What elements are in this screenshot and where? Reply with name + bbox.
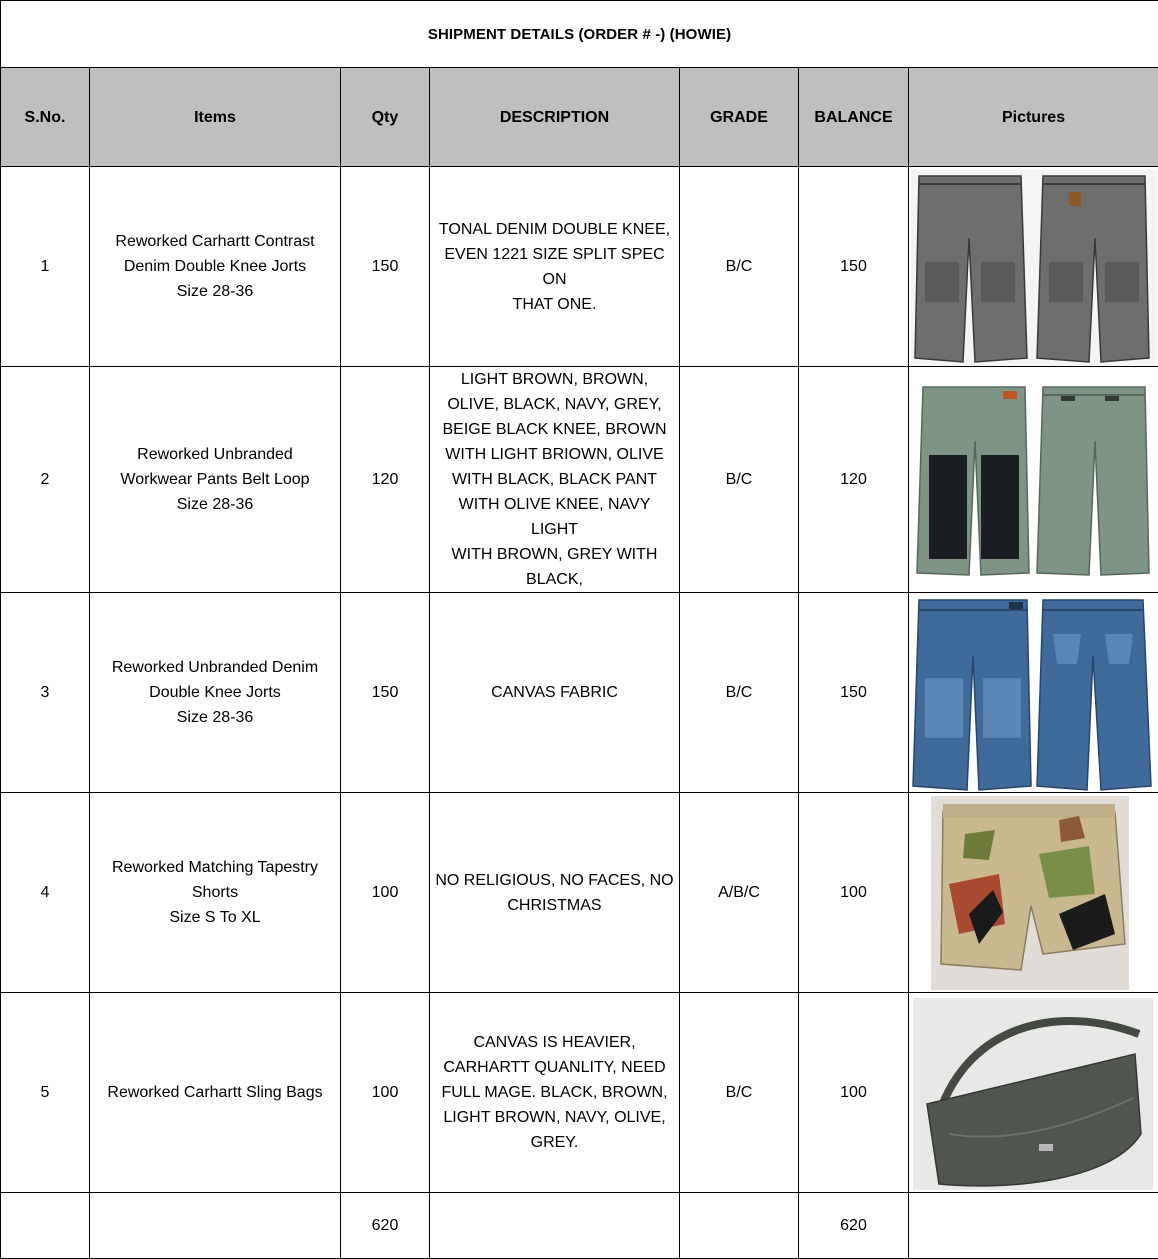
cell-sno: 1 <box>1 167 90 367</box>
cell-qty: 120 <box>341 367 430 593</box>
description-line: LIGHT BROWN, BROWN, <box>434 367 675 392</box>
item-line: Size 28-36 <box>94 705 336 730</box>
item-line: Size S To XL <box>94 905 336 930</box>
description-line: LIGHT BROWN, NAVY, OLIVE, <box>434 1105 675 1130</box>
total-balance: 620 <box>799 1193 909 1259</box>
item-line: Double Knee Jorts <box>94 680 336 705</box>
table-row <box>1 367 1158 593</box>
cell-item <box>90 793 341 993</box>
cell-item <box>90 367 341 593</box>
total-qty: 620 <box>341 1193 430 1259</box>
table-row <box>1 167 1158 367</box>
cell-item <box>90 167 341 367</box>
description-line: CARHARTT QUANLITY, NEED <box>434 1055 675 1080</box>
cell-description <box>430 793 680 993</box>
description-line: NO RELIGIOUS, NO FACES, NO <box>434 868 675 893</box>
description-line: BLACK, <box>434 567 675 592</box>
cell-qty: 100 <box>341 993 430 1193</box>
cell-description <box>430 167 680 367</box>
cell-balance: 120 <box>799 367 909 593</box>
cell-grade: B/C <box>680 993 799 1193</box>
item-line: Denim Double Knee Jorts <box>94 254 336 279</box>
item-line: Reworked Unbranded <box>94 442 336 467</box>
item-line: Reworked Matching Tapestry <box>94 855 336 880</box>
cell-grade: B/C <box>680 167 799 367</box>
cell-picture <box>909 793 1158 993</box>
description-line: EVEN 1221 SIZE SPLIT SPEC ON <box>434 242 675 292</box>
sling-bag-photo <box>909 994 1158 1192</box>
item-line: Reworked Unbranded Denim <box>94 655 336 680</box>
blue-denim-jorts-photo <box>909 594 1158 792</box>
green-workwear-pants-photo <box>909 381 1158 579</box>
cell-sno: 5 <box>1 993 90 1193</box>
description-line: BEIGE BLACK KNEE, BROWN <box>434 417 675 442</box>
description-line: WITH BROWN, GREY WITH <box>434 542 675 567</box>
description-line: TONAL DENIM DOUBLE KNEE, <box>434 217 675 242</box>
item-line: Reworked Carhartt Contrast <box>94 229 336 254</box>
header-qty: Qty <box>341 68 430 167</box>
cell-empty <box>1 1193 90 1259</box>
cell-description <box>430 367 680 593</box>
description-line: WITH BLACK, BLACK PANT <box>434 467 675 492</box>
totals-row <box>1 1193 1158 1259</box>
cell-qty: 150 <box>341 593 430 793</box>
table-row <box>1 793 1158 993</box>
item-line: Size 28-36 <box>94 492 336 517</box>
cell-grade: A/B/C <box>680 793 799 993</box>
header-grade: GRADE <box>680 68 799 167</box>
grey-denim-jorts-photo <box>909 168 1158 366</box>
table-row <box>1 593 1158 793</box>
cell-qty: 150 <box>341 167 430 367</box>
cell-grade: B/C <box>680 593 799 793</box>
header-balance: BALANCE <box>799 68 909 167</box>
cell-balance: 150 <box>799 167 909 367</box>
item-line: Size 28-36 <box>94 279 336 304</box>
description-line: CANVAS FABRIC <box>434 680 675 705</box>
description-line: FULL MAGE. BLACK, BROWN, <box>434 1080 675 1105</box>
header-sno: S.No. <box>1 68 90 167</box>
cell-qty: 100 <box>341 793 430 993</box>
cell-grade: B/C <box>680 367 799 593</box>
cell-sno: 3 <box>1 593 90 793</box>
cell-balance: 100 <box>799 793 909 993</box>
description-line: OLIVE, BLACK, NAVY, GREY, <box>434 392 675 417</box>
cell-description <box>430 593 680 793</box>
cell-description <box>430 993 680 1193</box>
cell-sno: 4 <box>1 793 90 993</box>
cell-empty <box>680 1193 799 1259</box>
item-line: Reworked Carhartt Sling Bags <box>94 1080 336 1105</box>
cell-picture <box>909 593 1158 793</box>
cell-empty <box>430 1193 680 1259</box>
description-line: WITH OLIVE KNEE, NAVY LIGHT <box>434 492 675 542</box>
item-line: Shorts <box>94 880 336 905</box>
cell-empty <box>909 1193 1158 1259</box>
description-line: THAT ONE. <box>434 292 675 317</box>
tapestry-shorts-photo <box>909 794 1158 992</box>
cell-picture <box>909 993 1158 1193</box>
header-description: DESCRIPTION <box>430 68 680 167</box>
sheet-title: SHIPMENT DETAILS (ORDER # -) (HOWIE) <box>1 1 1158 68</box>
cell-balance: 150 <box>799 593 909 793</box>
item-line: Workwear Pants Belt Loop <box>94 467 336 492</box>
description-line: WITH LIGHT BRIOWN, OLIVE <box>434 442 675 467</box>
table-row <box>1 993 1158 1193</box>
header-items: Items <box>90 68 341 167</box>
cell-empty <box>90 1193 341 1259</box>
description-line: GREY. <box>434 1130 675 1155</box>
description-line: CHRISTMAS <box>434 893 675 918</box>
cell-picture <box>909 367 1158 593</box>
cell-balance: 100 <box>799 993 909 1193</box>
header-row <box>1 68 1158 167</box>
cell-picture <box>909 167 1158 367</box>
cell-sno: 2 <box>1 367 90 593</box>
cell-item <box>90 993 341 1193</box>
description-line: CANVAS IS HEAVIER, <box>434 1030 675 1055</box>
cell-item <box>90 593 341 793</box>
header-pictures: Pictures <box>909 68 1158 167</box>
